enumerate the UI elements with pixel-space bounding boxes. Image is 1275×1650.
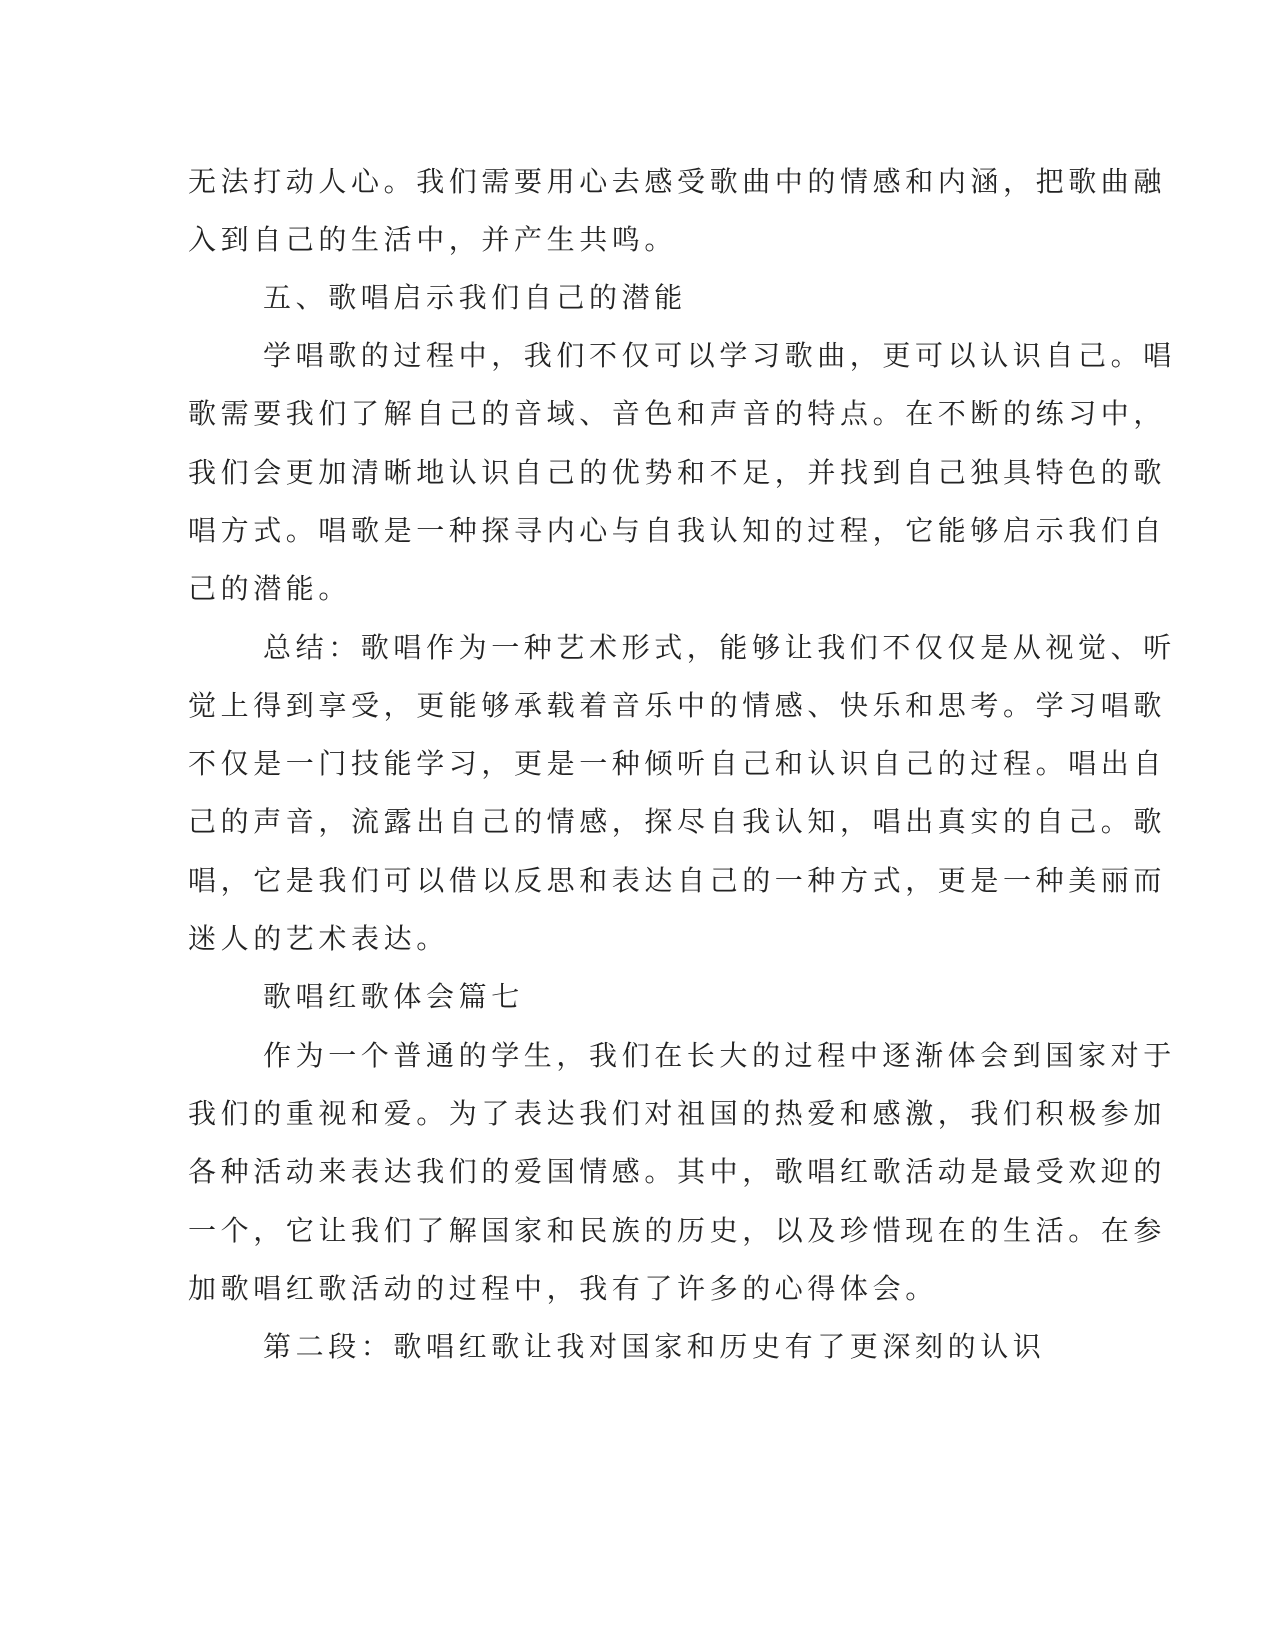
text-line: 总结：歌唱作为一种艺术形式，能够让我们不仅仅是从视觉、听	[263, 631, 1176, 664]
text-line: 加歌唱红歌活动的过程中，我有了许多的心得体会。	[188, 1272, 938, 1305]
text-line: 各种活动来表达我们的爱国情感。其中，歌唱红歌活动是最受欢迎的	[188, 1155, 1167, 1188]
text-line: 无法打动人心。我们需要用心去感受歌曲中的情感和内涵，把歌曲融	[188, 165, 1167, 198]
text-line: 唱方式。唱歌是一种探寻内心与自我认知的过程，它能够启示我们自	[188, 514, 1167, 547]
text-line: 己的潜能。	[188, 572, 352, 605]
section-heading: 歌唱红歌体会篇七	[263, 980, 524, 1013]
text-line: 作为一个普通的学生，我们在长大的过程中逐渐体会到国家对于	[263, 1039, 1176, 1072]
text-line: 迷人的艺术表达。	[188, 922, 449, 955]
text-line: 歌需要我们了解自己的音域、音色和声音的特点。在不断的练习中，	[188, 397, 1167, 430]
section-heading: 五、歌唱启示我们自己的潜能	[263, 281, 687, 314]
text-line: 唱，它是我们可以借以反思和表达自己的一种方式，更是一种美丽而	[188, 864, 1167, 897]
text-line: 一个，它让我们了解国家和民族的历史，以及珍惜现在的生活。在参	[188, 1214, 1167, 1247]
text-line: 不仅是一门技能学习，更是一种倾听自己和认识自己的过程。唱出自	[188, 747, 1167, 780]
text-line: 己的声音，流露出自己的情感，探尽自我认知，唱出真实的自己。歌	[188, 805, 1167, 838]
text-line: 入到自己的生活中，并产生共鸣。	[188, 223, 678, 256]
text-line: 我们的重视和爱。为了表达我们对祖国的热爱和感激，我们积极参加	[188, 1097, 1167, 1130]
text-line: 学唱歌的过程中，我们不仅可以学习歌曲，更可以认识自己。唱	[263, 339, 1176, 372]
text-line: 觉上得到享受，更能够承载着音乐中的情感、快乐和思考。学习唱歌	[188, 689, 1167, 722]
section-heading: 第二段：歌唱红歌让我对国家和历史有了更深刻的认识	[263, 1330, 1046, 1363]
text-line: 我们会更加清晰地认识自己的优势和不足，并找到自己独具特色的歌	[188, 456, 1167, 489]
